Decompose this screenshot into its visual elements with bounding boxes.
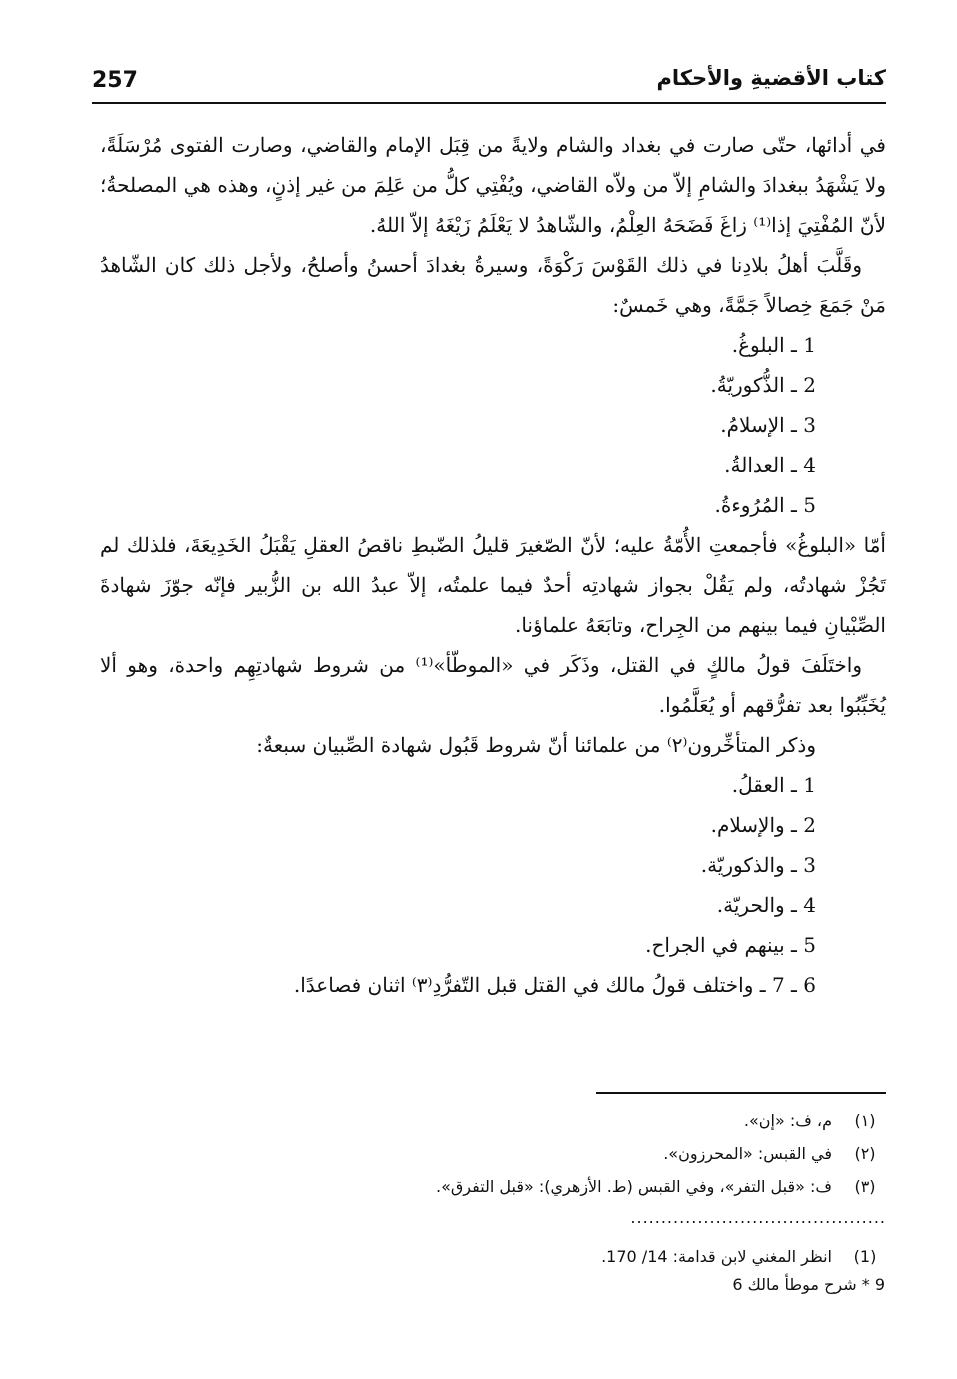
list-item: 5 ـ المُرُوءةُ.: [714, 493, 816, 517]
list-item: 1 ـ البلوغُ.: [731, 333, 816, 357]
header-rule: [92, 102, 886, 104]
footnote-number: (٢): [854, 1144, 876, 1163]
paragraph-5: وذكر المتأخِّرون⁽٢⁾ من علمائنا أنّ شروط قَبُول شهادة الصِّبيان سبعةٌ:: [256, 733, 816, 757]
list-item: 3 ـ الإسلامُ.: [720, 413, 816, 437]
paragraph-1: في أدائها، حتّى صارت في بغداد والشام ولايةً من قِبَل الإمام والقاضي، وصارت الفتوى مُرْسَلَةً، ولا يَشْهَدُ ببغدادَ والشامِ إلاّ من ولاّه القاضي، ويُفْتِي كلُّ من عَلِمَ من غير إذنٍ، وهذه هي المصلحةُ؛ لأنّ المُفْتِيَ إذا⁽¹⁾ زاغَ فَضَحَهُ العِلْمُ، والشّاهدُ لا يَعْلَمُ زَيْغَهُ إلاّ اللهُ.: [100, 133, 887, 237]
list-item: 2 ـ والإسلام.: [710, 813, 816, 837]
footnote-number: (1): [853, 1247, 877, 1266]
list-item: 4 ـ العدالةُ.: [724, 453, 816, 477]
list-item: 6 ـ 7 ـ واختلف قولُ مالك في القتل قبل التّفرُّدِ⁽٣⁾ اثنان فصاعدًا.: [293, 973, 816, 997]
footnote-number: (١): [854, 1111, 876, 1130]
page-header: [92, 64, 886, 98]
signature-line: 9 * شرح موطأ مالك 6: [732, 1275, 885, 1294]
paragraph-4: واختَلَفَ قولُ مالكٍ في القتل، وذَكَر في «الموطّأ»⁽¹⁾ من شروط شهادتِهِم واحدة، وهو ألا يُخَبِّبُوا بعد تفرُّقهم أو يُعَلَّمُوا.: [100, 653, 886, 717]
running-title: كتاب الأقضيةِ والأحكام: [656, 66, 886, 90]
page-number: 257: [92, 68, 138, 93]
list-item: 4 ـ والحريّة.: [716, 893, 816, 917]
list-item: 1 ـ العقلُ.: [731, 773, 816, 797]
footnote-text: انظر المغني لابن قدامة: 14/ 170.: [601, 1247, 832, 1266]
footnote-text: في القبس: «المحرزون».: [663, 1144, 832, 1163]
footnote: [100, 1104, 886, 1137]
paragraph-3: أمّا «البلوغُ» فأجمعتِ الأُمّةُ عليه؛ لأنّ الصّغيرَ قليلُ الضّبطِ ناقصُ العقلِ يَقْبَلُ الخَدِيعَةَ، فلذلك لم تَجُزْ شهادتُه، ولم يَقُلْ بجواز شهادتِه أحدٌ فيما علمتُه، إلاّ عبدُ الله بن الزُّبير فإنّه جوّزَ شهادةَ الصِّبْيانِ فيما بينهم من الجِراح، وتابَعَهُ علماؤنا.: [100, 533, 886, 637]
main-text: [100, 125, 886, 1005]
list-item: 3 ـ والذكوريّة.: [700, 853, 816, 877]
footnote-text: م، ف: «إن».: [743, 1111, 832, 1130]
list-item: 5 ـ بينهم في الجراح.: [645, 933, 816, 957]
footnote-rule: [596, 1092, 886, 1094]
footnote: [100, 1170, 886, 1203]
footnote-number: (٣): [854, 1177, 876, 1196]
footnotes: [100, 1104, 886, 1203]
paragraph-2: وقَلَّبَ أهلُ بلادِنا في ذلك القَوْسَ رَكْوَةً، وسيرةُ بغدادَ أحسنُ وأصلحُ، ولأجل ذلك كان الشّاهدُ مَنْ جَمَعَ خِصالاً جَمَّةً، وهي خَمسٌ:: [100, 253, 886, 317]
footnote: [100, 1240, 886, 1273]
editor-footnotes: [100, 1240, 886, 1273]
footnote-text: ف: «قبل التفر»، وفي القبس (ط. الأزهري): «قبل التفرق».: [435, 1177, 832, 1196]
dotted-separator: ..........................................: [630, 1208, 886, 1227]
footnote: [100, 1137, 886, 1170]
list-item: 2 ـ الذُّكوريّةُ.: [710, 373, 816, 397]
